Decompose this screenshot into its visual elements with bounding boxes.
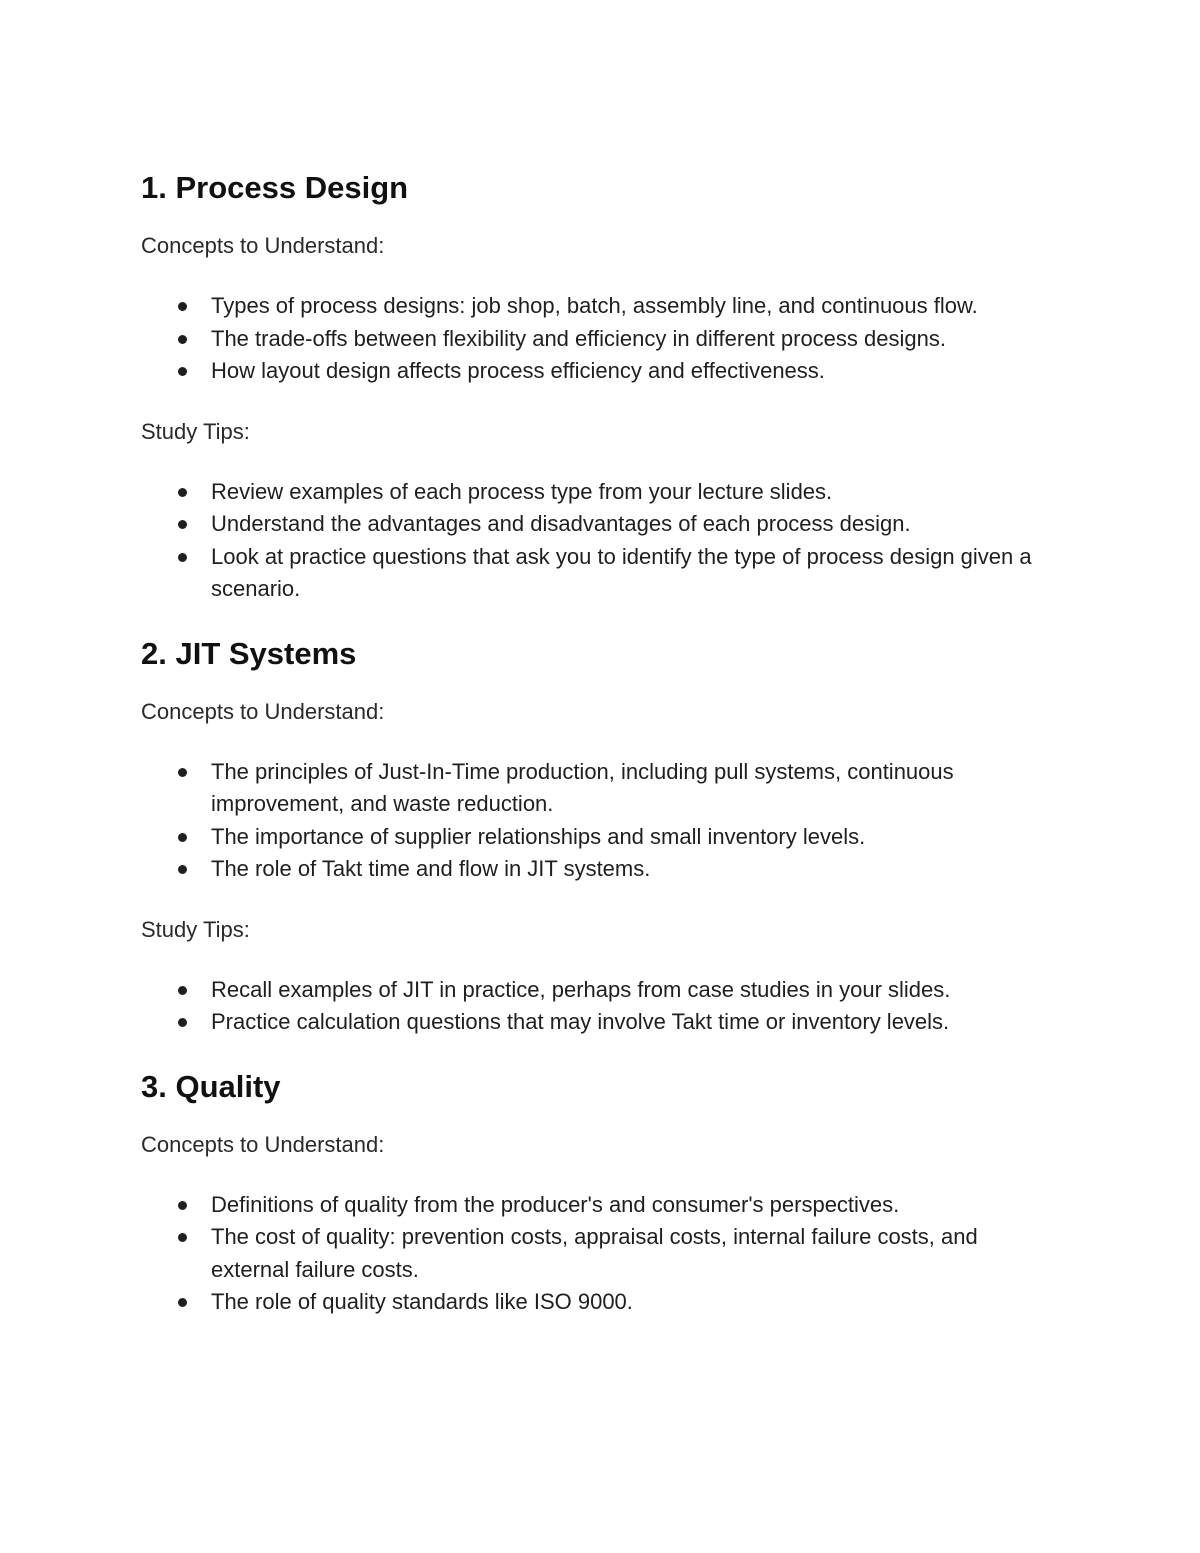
list-item-text: The importance of supplier relationships and small inventory levels.: [211, 823, 866, 849]
bullet-icon: [178, 865, 187, 874]
list-item-text: Types of process designs: job shop, batch, assembly line, and continuous flow.: [211, 293, 978, 318]
study-tips-label: Study Tips:: [141, 418, 250, 444]
list-item-text: The role of quality standards like ISO 9000.: [211, 1289, 633, 1314]
list-item: [211, 508, 1061, 541]
bullet-icon: [178, 367, 187, 376]
bullet-icon: [178, 833, 187, 842]
bullet-icon: [178, 1233, 187, 1242]
list-item-text: Look at practice questions that ask you to identify the type of process design given a scenario.: [211, 543, 1032, 601]
concepts-list: [141, 290, 1061, 388]
bullet-icon: [178, 520, 187, 529]
section-title: 3. Quality: [141, 1068, 281, 1104]
concepts-label: Concepts to Understand:: [141, 698, 385, 724]
list-item-text: How layout design affects process efficiency and effectiveness.: [211, 358, 825, 383]
list-item: [211, 1286, 1061, 1319]
list-item: [211, 756, 1061, 821]
list-item-text: The cost of quality: prevention costs, appraisal costs, internal failure costs, and external failure costs.: [211, 1224, 978, 1282]
list-item-text: Review examples of each process type from your lecture slides.: [211, 478, 833, 504]
section-quality: [141, 1067, 1061, 1319]
list-item: [211, 323, 1061, 356]
list-item-text: The role of Takt time and flow in JIT systems.: [211, 856, 651, 881]
concepts-list: [141, 1189, 1061, 1319]
list-item-text: Definitions of quality from the producer's and consumer's perspectives.: [211, 1191, 900, 1217]
list-item-text: Practice calculation questions that may involve Takt time or inventory levels.: [211, 1009, 950, 1034]
list-item: [211, 853, 1061, 886]
bullet-icon: [178, 1018, 187, 1027]
concepts-label: Concepts to Understand:: [141, 233, 385, 258]
bullet-icon: [178, 768, 187, 777]
concepts-label: Concepts to Understand:: [141, 1131, 385, 1157]
study-tips-list: [141, 974, 1061, 1039]
study-tips-list: [141, 476, 1061, 606]
section-process-design: [141, 168, 1061, 606]
list-item: [211, 974, 1061, 1007]
list-item: [211, 821, 1061, 854]
bullet-icon: [178, 335, 187, 344]
bullet-icon: [178, 553, 187, 562]
concepts-list: [141, 756, 1061, 886]
bullet-icon: [178, 302, 187, 311]
section-title: 1. Process Design: [141, 170, 409, 205]
list-item: [211, 355, 1061, 388]
list-item-text: Recall examples of JIT in practice, perhaps from case studies in your slides.: [211, 976, 951, 1002]
document-page: [141, 168, 1061, 1347]
bullet-icon: [178, 1298, 187, 1307]
list-item-text: The trade-offs between flexibility and efficiency in different process designs.: [211, 325, 946, 351]
list-item: [211, 1006, 1061, 1039]
list-item: [211, 541, 1061, 606]
bullet-icon: [178, 488, 187, 497]
list-item-text: The principles of Just-In-Time production, including pull systems, continuous improvement, and waste reduction.: [211, 758, 954, 816]
section-title: 2. JIT Systems: [141, 635, 357, 671]
list-item: [211, 476, 1061, 509]
bullet-icon: [178, 1201, 187, 1210]
list-item-text: Understand the advantages and disadvantages of each process design.: [211, 511, 911, 536]
list-item: [211, 1221, 1061, 1286]
section-jit-systems: [141, 634, 1061, 1039]
study-tips-label: Study Tips:: [141, 916, 250, 942]
list-item: [211, 1189, 1061, 1222]
bullet-icon: [178, 986, 187, 995]
list-item: [211, 290, 1061, 323]
